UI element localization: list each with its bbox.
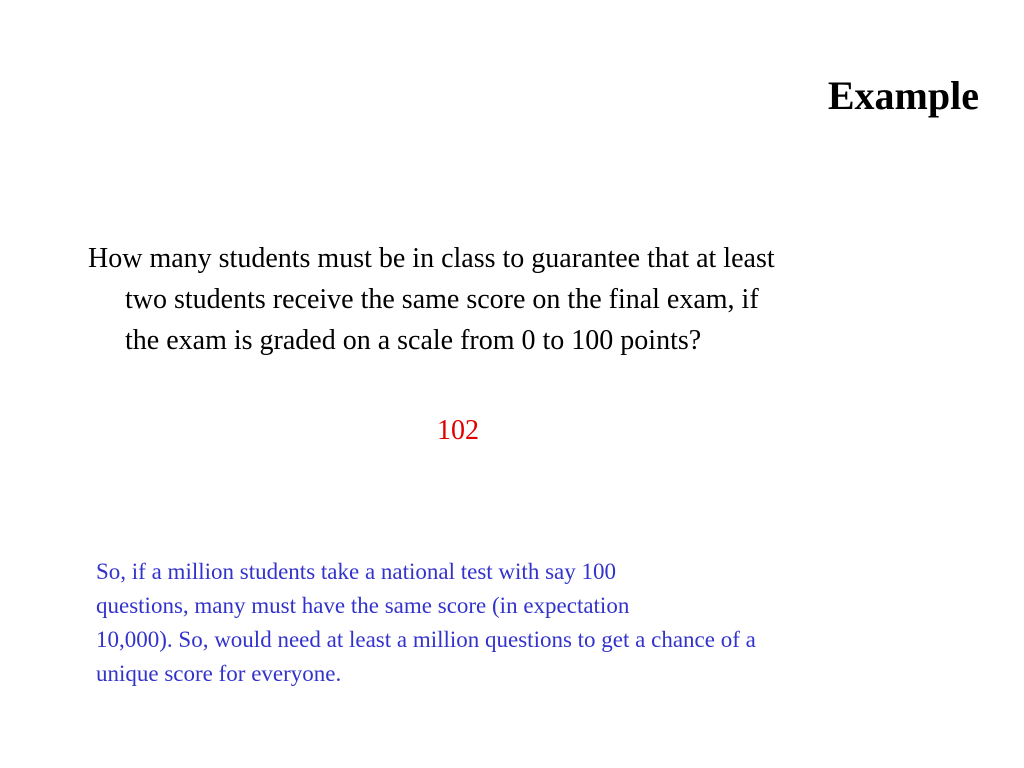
slide-title: Example [827,73,979,118]
note-paragraph [96,555,956,691]
note-line-4: unique score for everyone. [96,661,342,686]
question-line-1: How many students must be in class to guarantee that at least [88,243,775,274]
note-line-1: So, if a million students take a national test with say 100 [96,559,616,584]
note-line-3: 10,000). So, would need at least a million questions to get a chance of a [96,627,756,652]
question-line-3: the exam is graded on a scale from 0 to 100 points? [125,325,702,356]
note-line-2: questions, many must have the same score (in expectation [96,593,630,618]
question-paragraph [88,238,948,361]
question-line-2: two students receive the same score on the final exam, if [125,284,759,315]
answer-value: 102 [437,415,479,446]
